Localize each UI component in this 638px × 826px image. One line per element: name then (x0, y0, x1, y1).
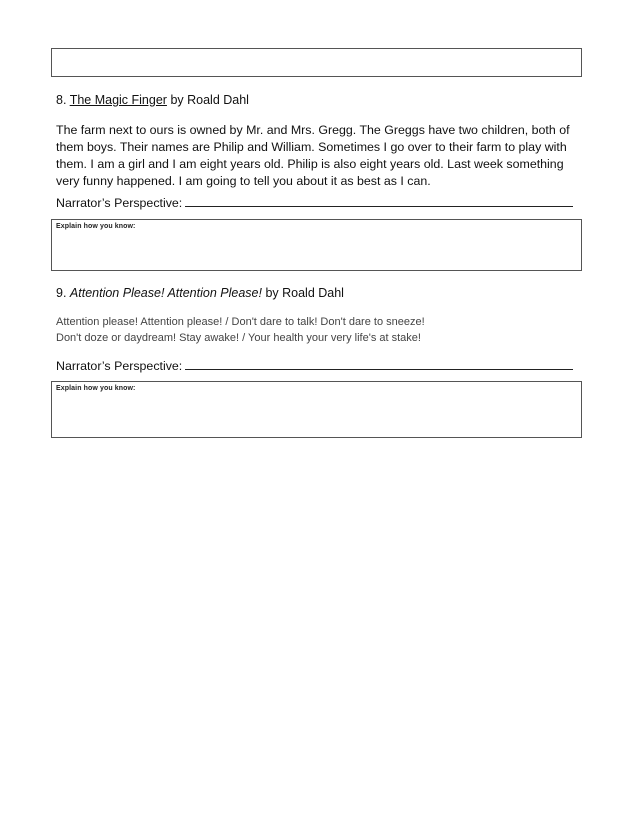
section-8-title: The Magic Finger (69, 93, 167, 107)
section-8-perspective (56, 194, 573, 210)
perspective-answer-blank[interactable] (185, 194, 573, 207)
section-8-explain-box[interactable] (51, 219, 582, 271)
poem-line: Attention please! Attention please! / Don't dare to talk! Don't dare to sneeze! (56, 316, 425, 328)
section-9-heading (56, 286, 344, 300)
section-8-number: 8. (56, 93, 67, 107)
passage-line: them. I am a girl and I am eight years old. Philip is also eight years old. Last week something (56, 157, 564, 171)
perspective-label: Narrator’s Perspective: (56, 196, 183, 210)
section-8-passage (56, 122, 582, 190)
section-9-title: Attention Please! Attention Please! (69, 286, 262, 300)
perspective-answer-blank[interactable] (185, 357, 573, 370)
section-9-perspective (56, 357, 573, 373)
explain-label: Explain how you know: (56, 385, 136, 392)
passage-line: The farm next to ours is owned by Mr. and Mrs. Gregg. The Greggs have two children, both of (56, 123, 570, 137)
section-9-explain-box[interactable] (51, 381, 582, 438)
explain-label: Explain how you know: (56, 223, 136, 230)
passage-line: very funny happened. I am going to tell you about it as best as I can. (56, 174, 431, 188)
poem-line: Don't doze or daydream! Stay awake! / Your health your very life's at stake! (56, 332, 421, 344)
section-8-heading (56, 93, 249, 107)
section-9-number: 9. (56, 286, 67, 300)
previous-answer-box[interactable] (51, 48, 582, 77)
section-9-poem (56, 314, 582, 346)
section-8-byline: by Roald Dahl (170, 93, 249, 107)
section-9-byline: by Roald Dahl (265, 286, 344, 300)
passage-line: them boys. Their names are Philip and William. Sometimes I go over to their farm to play with (56, 140, 567, 154)
perspective-label: Narrator’s Perspective: (56, 359, 183, 373)
